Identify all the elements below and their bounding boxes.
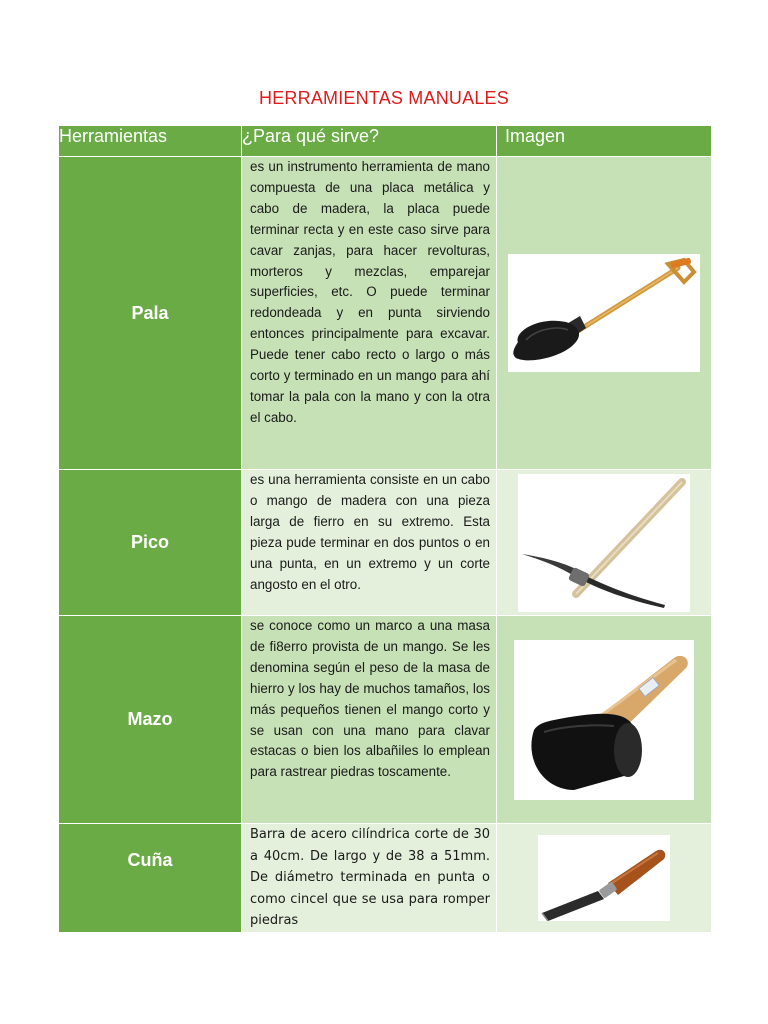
header-tools: Herramientas (59, 126, 242, 157)
tool-name: Pala (59, 157, 242, 470)
tool-description: se conoce como un marco a una masa de fi8erro provista de un mango. Se les denomina según el peso de la masa de hierro y los hay de muchos tamaños, los más pequeños tienen el mango corto y se usan con una mano para clavar estacas o bien los albañiles lo emplean para rastrear piedras toscamente. (242, 616, 497, 824)
shovel-icon (508, 254, 700, 372)
table-row (59, 824, 712, 933)
tool-description: es una herramienta consiste en un cabo o mango de madera con una pieza larga de fierro en su extremo. Esta pieza pude terminar en dos puntos o en una punta, en un extremo y un corte angosto en el otro. (242, 470, 497, 616)
tool-name: Cuña (59, 824, 242, 933)
tool-image-cell (497, 470, 712, 616)
tool-name: Mazo (59, 616, 242, 824)
tool-name: Pico (59, 470, 242, 616)
document-title: HERRAMIENTAS MANUALES (259, 88, 509, 108)
tools-table (58, 125, 712, 933)
table-row (59, 470, 712, 616)
table-header-row (59, 126, 712, 157)
tool-image-cell (497, 157, 712, 470)
header-image: Imagen (497, 126, 712, 157)
table-row (59, 157, 712, 470)
header-purpose: ¿Para qué sirve? (242, 126, 497, 157)
tool-description: Barra de acero cilíndrica corte de 30 a 40cm. De largo y de 38 a 51mm. De diámetro terminada en punta o como cincel que se usa para romper piedras (242, 824, 497, 933)
mallet-icon (514, 640, 694, 800)
tool-description: es un instrumento herramienta de mano compuesta de una placa metálica y cabo de madera, la placa puede terminar recta y en este caso sirve para cavar zanjas, para hacer revolturas, morteros y mezclas, emparejar superficies, etc. O puede terminar redondeada y en punta sirviendo entonces principalmente para excavar. Puede tener cabo recto o largo o más corto y terminado en un mango para ahí tomar la pala con la mano y con la otra el cabo. (242, 157, 497, 470)
table-row (59, 616, 712, 824)
chisel-icon (538, 835, 670, 921)
pickaxe-icon (518, 474, 690, 612)
tool-image-cell (497, 824, 712, 933)
tool-image-cell (497, 616, 712, 824)
